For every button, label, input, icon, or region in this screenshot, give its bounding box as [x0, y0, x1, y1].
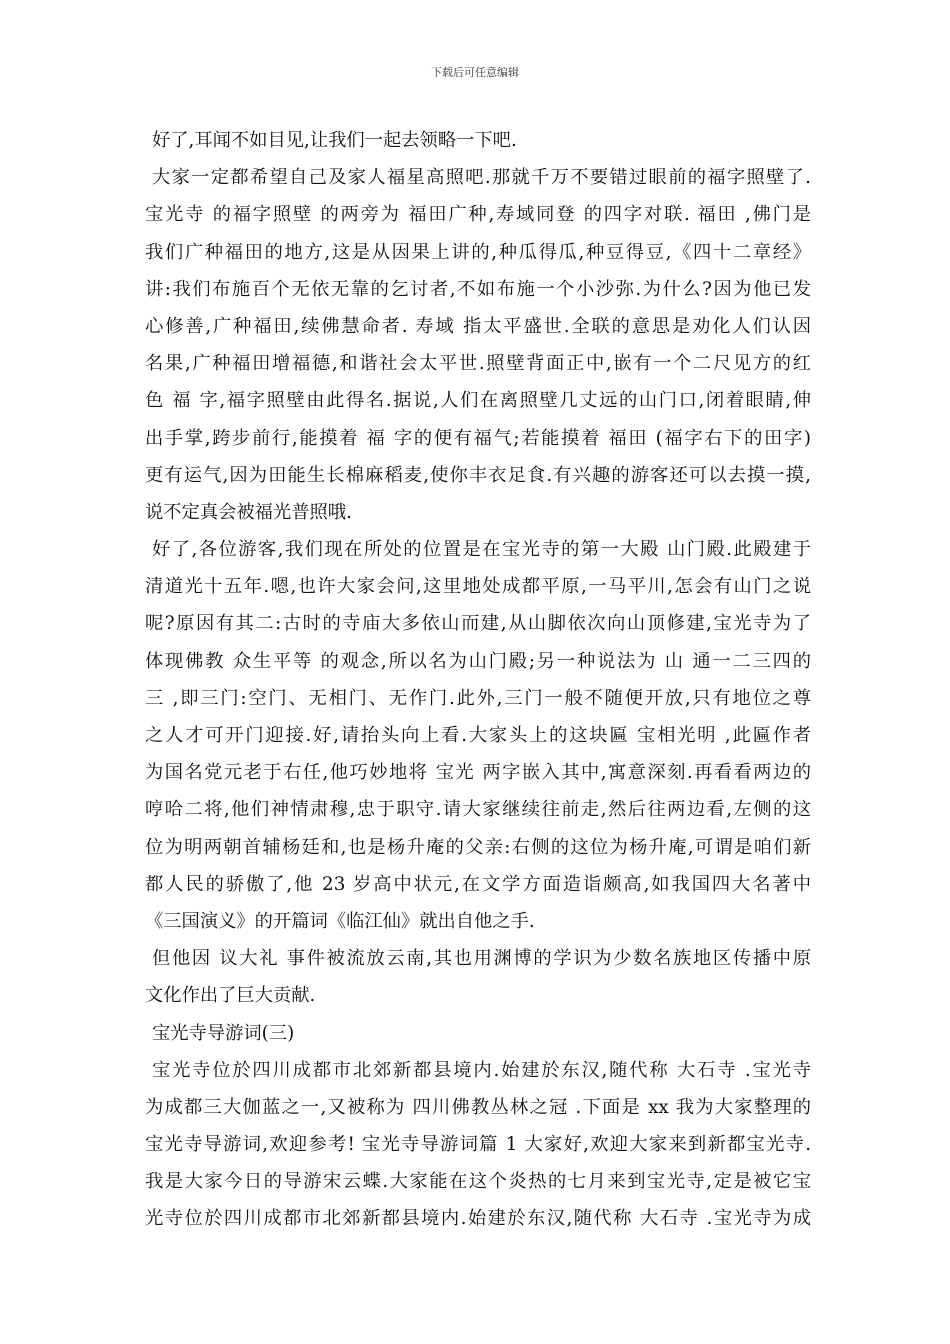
text-line: 大家一定都希望自己及家人福星高照吧.那就千万不要错过眼前的福字照壁了. — [152, 167, 811, 189]
text-line: 好了,耳闻不如目见,让我们一起去领略一下吧. — [152, 130, 517, 151]
document-body — [145, 122, 811, 1238]
text-line: 我们广种福田的地方,这是从因果上讲的,种瓜得瓜,种豆得豆,《四十二章经》 — [145, 241, 811, 263]
text-line: 名果,广种福田增福德,和谐社会太平世.照壁背面正中,嵌有一个二尺见方的红 — [145, 353, 811, 375]
text-line: 我是大家今日的导游宋云蝶.大家能在这个炎热的七月来到宝光寺,定是被它宝 — [145, 1171, 811, 1193]
text-line: 三 ,即三门:空门、无相门、无作门.此外,三门一般不随便开放,只有地位之尊 — [145, 687, 811, 709]
paragraph — [145, 122, 811, 159]
paragraph — [145, 531, 811, 940]
paragraph — [145, 159, 811, 531]
text-line: 但他因 议大礼 事件被流放云南,其也用渊博的学识为少数名族地区传播中原 — [152, 948, 811, 970]
text-line: 为成都三大伽蓝之一,又被称为 四川佛教丛林之冠 .下面是 xx 我为大家整理的 — [145, 1096, 811, 1118]
text-line: 更有运气,因为田能生长棉麻稻麦,使你丰衣足食.有兴趣的游客还可以去摸一摸, — [145, 464, 811, 486]
text-line: 心修善,广种福田,续佛慧命者. 寿域 指太平盛世.全联的意思是劝化人们认因 — [145, 315, 811, 337]
text-line: 都人民的骄傲了,他 23 岁高中状元,在文学方面造诣颇高,如我国四大名著中 — [145, 873, 811, 895]
text-line: 为国名党元老于右任,他巧妙地将 宝光 两字嵌入其中,寓意深刻.再看看两边的 — [145, 762, 811, 784]
text-line: 《三国演义》的开篇词《临江仙》就出自他之手. — [145, 910, 535, 932]
text-line: 宝光寺 的福字照壁 的两旁为 福田广种,寿域同登 的四字对联. 福田 ,佛门是 — [145, 204, 811, 226]
text-line: 宝光寺位於四川成都市北郊新都县境内.始建於东汉,随代称 大石寺 .宝光寺 — [152, 1059, 811, 1081]
paragraph — [145, 940, 811, 1014]
paragraph — [145, 1015, 811, 1052]
text-line: 呢?原因有其二:古时的寺庙大多依山而建,从山脚依次向山顶修建,宝光寺为了 — [145, 613, 811, 635]
text-line: 出手掌,跨步前行,能摸着 福 字的便有福气;若能摸着 福田 (福字右下的田字) — [145, 427, 811, 449]
text-line: 光寺位於四川成都市北郊新都县境内.始建於东汉,随代称 大石寺 .宝光寺为成 — [145, 1208, 811, 1230]
text-line: 说不定真会被福光普照哦. — [145, 501, 352, 523]
text-line: 体现佛教 众生平等 的观念,所以名为山门殿;另一种说法为 山 通一二三四的 — [145, 650, 811, 672]
text-line: 位为明两朝首辅杨廷和,也是杨升庵的父亲:右侧的这位为杨升庵,可谓是咱们新 — [145, 836, 811, 858]
text-line: 宝光寺导游词(三) — [152, 1022, 295, 1044]
text-line: 之人才可开门迎接.好,请抬头向上看.大家头上的这块匾 宝相光明 ,此匾作者 — [145, 725, 811, 746]
text-line: 文化作出了巨大贡献. — [145, 985, 316, 1007]
text-line: 讲:我们布施百个无依无靠的乞讨者,不如布施一个小沙弥.为什么?因为他已发 — [145, 278, 811, 300]
text-line: 好了,各位游客,我们现在所处的位置是在宝光寺的第一大殿 山门殿.此殿建于 — [152, 539, 811, 561]
page-header-note: 下载后可任意编辑 — [431, 66, 519, 79]
text-line: 色 福 字,福字照壁由此得名.据说,人们在离照壁几丈远的山门口,闭着眼睛,伸 — [145, 390, 811, 412]
paragraph — [145, 1052, 811, 1238]
text-line: 宝光寺导游词,欢迎参考! 宝光寺导游词篇 1 大家好,欢迎大家来到新都宝光寺. — [145, 1134, 811, 1156]
text-line: 清道光十五年.嗯,也许大家会问,这里地处成都平原,一马平川,怎会有山门之说 — [145, 576, 811, 598]
text-line: 哼哈二将,他们神情肃穆,忠于职守.请大家继续往前走,然后往两边看,左侧的这 — [145, 799, 811, 821]
